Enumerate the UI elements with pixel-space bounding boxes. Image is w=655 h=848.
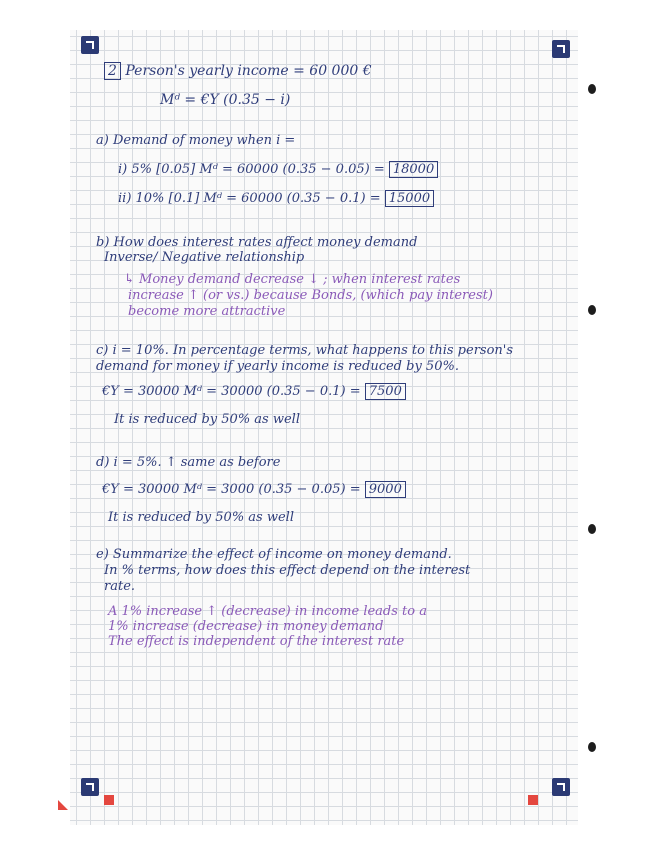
part-d-note: It is reduced by 50% as well bbox=[108, 510, 294, 525]
problem-number: 2 bbox=[104, 62, 121, 80]
part-c-note: It is reduced by 50% as well bbox=[114, 412, 300, 427]
part-b-line: ↳ Money demand decrease ↓ ; when interest rates bbox=[124, 272, 461, 287]
binder-hole-icon bbox=[588, 305, 596, 315]
red-square-mark bbox=[104, 795, 114, 805]
part-c-equation bbox=[102, 384, 406, 399]
corner-marker-top-left-icon bbox=[81, 36, 99, 54]
notebook-page bbox=[70, 30, 578, 825]
part-a-ii bbox=[118, 191, 434, 206]
binder-hole-icon bbox=[588, 742, 596, 752]
part-c-equation-text: €Y = 30000 Mᵈ = 30000 (0.35 − 0.1) = bbox=[102, 384, 361, 399]
corner-marker-bottom-right-icon bbox=[552, 778, 570, 796]
part-a-i bbox=[118, 162, 438, 177]
part-a-ii-equation: ii) 10% [0.1] Mᵈ = 60000 (0.35 − 0.1) = bbox=[118, 191, 381, 206]
part-c-answer: 7500 bbox=[365, 383, 406, 400]
part-c-question-line: c) i = 10%. In percentage terms, what happens to this person's bbox=[96, 343, 514, 358]
binder-hole-icon bbox=[588, 84, 596, 94]
part-a-i-equation: i) 5% [0.05] Mᵈ = 60000 (0.35 − 0.05) = bbox=[118, 162, 385, 177]
part-e-answer-line: A 1% increase ↑ (decrease) in income leads to a bbox=[108, 604, 427, 619]
red-corner-mark bbox=[58, 800, 68, 810]
corner-marker-bottom-left-icon bbox=[81, 778, 99, 796]
part-a-i-answer: 18000 bbox=[389, 161, 438, 178]
problem-header bbox=[104, 64, 372, 79]
part-e-question-line: rate. bbox=[104, 579, 136, 594]
red-square-mark bbox=[528, 795, 538, 805]
part-b-line: Inverse/ Negative relationship bbox=[104, 250, 305, 265]
problem-statement: Person's yearly income = 60 000 € bbox=[125, 63, 372, 79]
part-b-line: increase ↑ (or vs.) because Bonds, (which pay interest) bbox=[128, 288, 493, 303]
part-e-question-line: In % terms, how does this effect depend on the interest bbox=[104, 563, 471, 578]
part-e-answer-line: The effect is independent of the interest rate bbox=[108, 634, 405, 649]
part-d-equation-text: €Y = 30000 Mᵈ = 3000 (0.35 − 0.05) = bbox=[102, 482, 361, 497]
part-d-equation bbox=[102, 482, 406, 497]
part-a-title: a) Demand of money when i = bbox=[96, 133, 296, 148]
part-a-ii-answer: 15000 bbox=[385, 190, 434, 207]
corner-marker-top-right-icon bbox=[552, 40, 570, 58]
part-e-question-line: e) Summarize the effect of income on money demand. bbox=[96, 547, 452, 562]
part-b-title: b) How does interest rates affect money demand bbox=[96, 235, 418, 250]
binder-hole-icon bbox=[588, 524, 596, 534]
part-d-answer: 9000 bbox=[365, 481, 406, 498]
money-demand-formula: Mᵈ = €Y (0.35 − i) bbox=[160, 92, 291, 108]
part-d-title: d) i = 5%. ↑ same as before bbox=[96, 455, 281, 470]
part-b-line: become more attractive bbox=[128, 304, 286, 319]
part-e-answer-line: 1% increase (decrease) in money demand bbox=[108, 619, 384, 634]
part-c-question-line: demand for money if yearly income is reduced by 50%. bbox=[96, 359, 459, 374]
